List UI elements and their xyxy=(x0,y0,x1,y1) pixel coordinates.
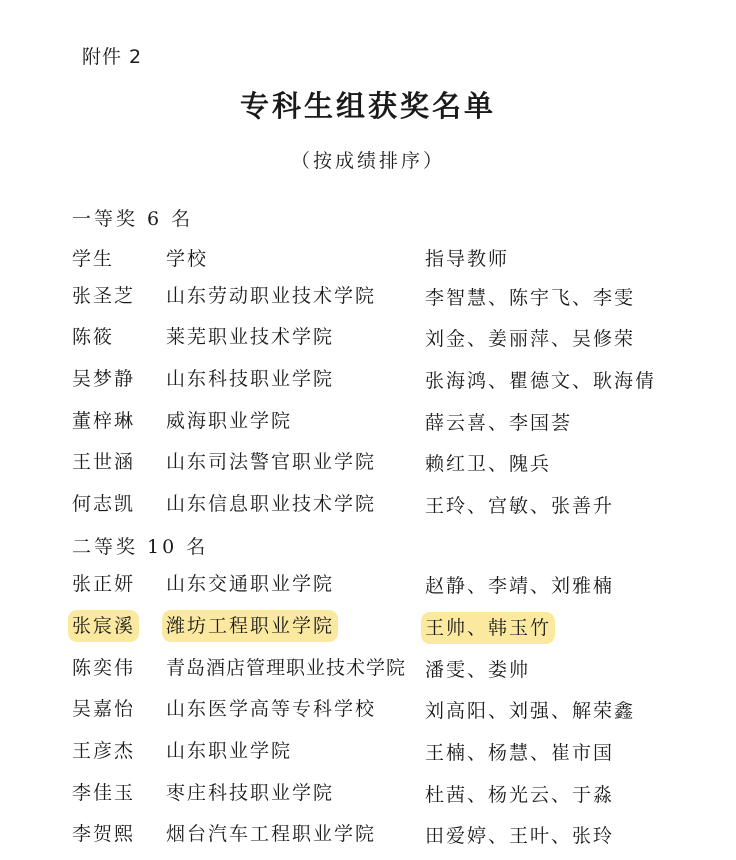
student-name: 张正妍 xyxy=(72,573,136,595)
school-name: 莱芜职业技术学院 xyxy=(166,326,335,348)
school-name: 山东职业学院 xyxy=(166,740,293,762)
table-row xyxy=(0,652,736,684)
table-row xyxy=(0,488,736,520)
school-name: 山东科技职业学院 xyxy=(166,368,335,390)
section-title: 二等奖 10 名 xyxy=(72,536,209,558)
student-name: 何志凯 xyxy=(72,493,136,515)
attachment-label: 附件 2 xyxy=(82,46,143,68)
table-row xyxy=(0,280,736,312)
student-name: 陈奕伟 xyxy=(72,657,136,679)
school-name: 山东劳动职业技术学院 xyxy=(166,285,377,307)
school-name: 烟台汽车工程职业学院 xyxy=(166,823,377,845)
teacher-names: 刘金、姜丽萍、吴修荣 xyxy=(425,328,636,350)
school-name: 山东交通职业学院 xyxy=(166,573,335,595)
school-name: 威海职业学院 xyxy=(166,410,293,432)
table-row xyxy=(0,446,736,478)
section-title: 一等奖 6 名 xyxy=(72,208,194,230)
column-header xyxy=(0,243,736,275)
student-name: 吴嘉怡 xyxy=(72,698,136,720)
teacher-names: 王玲、宫敏、张善升 xyxy=(425,495,615,517)
teacher-names: 薛云喜、李国荟 xyxy=(425,412,573,434)
student-name: 李贺熙 xyxy=(72,823,136,845)
student-name: 张圣芝 xyxy=(72,285,136,307)
teacher-names: 刘高阳、刘强、解荣鑫 xyxy=(425,700,636,722)
teacher-names: 李智慧、陈宇飞、李雯 xyxy=(425,287,636,309)
school-name: 山东司法警官职业学院 xyxy=(166,451,377,473)
table-row xyxy=(0,735,736,767)
table-row xyxy=(0,405,736,437)
header-student: 学生 xyxy=(72,248,115,270)
section-heading-row xyxy=(0,531,736,563)
table-row xyxy=(0,363,736,395)
teacher-names: 赖红卫、隗兵 xyxy=(425,453,552,475)
teacher-names: 张海鸿、瞿德文、耿海倩 xyxy=(425,370,657,392)
table-row-highlighted xyxy=(0,610,736,642)
header-school: 学校 xyxy=(166,248,209,270)
page-subtitle: （按成绩排序） xyxy=(290,150,445,172)
table-row xyxy=(0,321,736,353)
teacher-names: 赵静、李靖、刘雅楠 xyxy=(425,575,615,597)
student-name: 王世涵 xyxy=(72,451,136,473)
school-name: 青岛酒店管理职业技术学院 xyxy=(166,657,407,679)
teacher-names: 潘雯、娄帅 xyxy=(425,659,531,681)
teacher-names: 王楠、杨慧、崔市国 xyxy=(425,742,615,764)
school-name: 枣庄科技职业学院 xyxy=(166,782,335,804)
student-name: 陈筱 xyxy=(72,326,115,348)
school-name: 山东信息职业技术学院 xyxy=(166,493,377,515)
teacher-names: 田爱婷、王叶、张玲 xyxy=(425,825,615,847)
page-title: 专科生组获奖名单 xyxy=(239,89,496,123)
student-name: 李佳玉 xyxy=(72,782,136,804)
section-heading-row xyxy=(0,203,736,235)
teacher-names: 杜茜、杨光云、于淼 xyxy=(425,784,615,806)
student-name: 吴梦静 xyxy=(72,368,136,390)
header-teacher: 指导教师 xyxy=(425,248,510,270)
table-row xyxy=(0,693,736,725)
student-name: 张宸溪 xyxy=(68,610,139,642)
school-name: 潍坊工程职业学院 xyxy=(162,610,338,642)
student-name: 董梓琳 xyxy=(72,410,136,432)
table-row xyxy=(0,818,736,850)
teacher-names: 王帅、韩玉竹 xyxy=(421,612,555,644)
table-row xyxy=(0,568,736,600)
student-name: 王彦杰 xyxy=(72,740,136,762)
table-row xyxy=(0,777,736,809)
school-name: 山东医学高等专科学校 xyxy=(166,698,377,720)
